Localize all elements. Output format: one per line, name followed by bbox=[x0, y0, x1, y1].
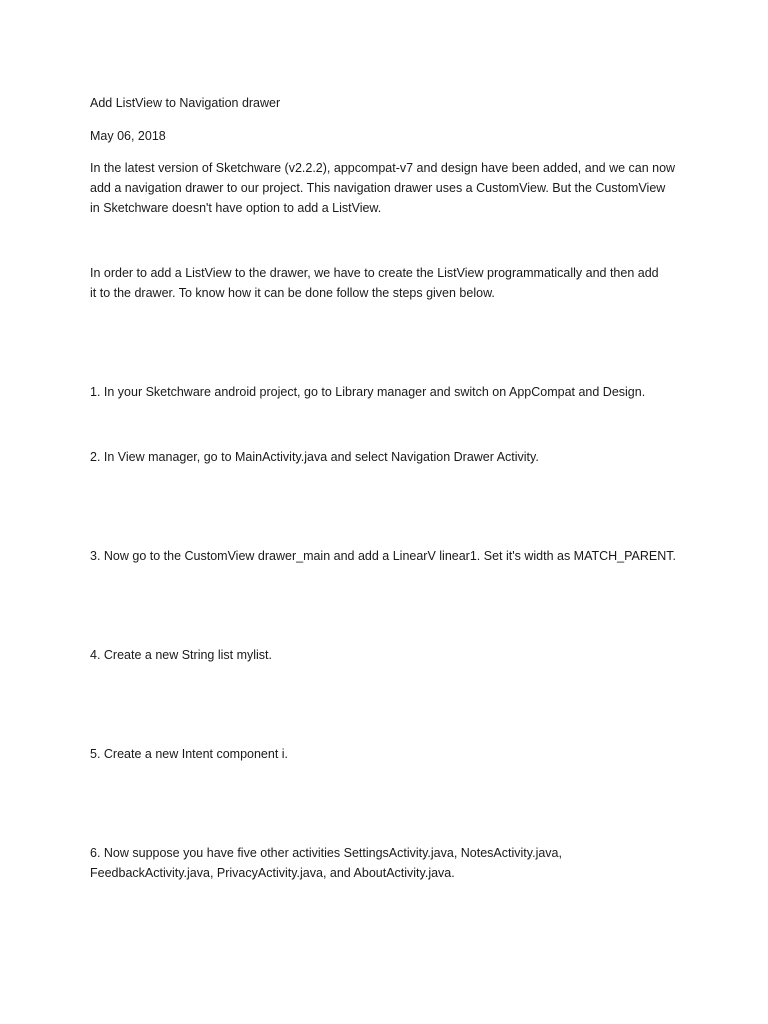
step-6 bbox=[90, 843, 690, 883]
paragraph-line: In order to add a ListView to the drawer, we have to create the ListView programmatically and then add bbox=[90, 266, 659, 280]
document-title: Add ListView to Navigation drawer bbox=[90, 96, 281, 110]
step-4: 4. Create a new String list mylist. bbox=[90, 648, 273, 662]
paragraph-line: it to the drawer. To know how it can be done follow the steps given below. bbox=[90, 286, 495, 300]
intro-paragraph bbox=[90, 158, 690, 218]
second-paragraph bbox=[90, 263, 690, 303]
step-6-line: FeedbackActivity.java, PrivacyActivity.java, and AboutActivity.java. bbox=[90, 866, 455, 880]
intro-line: In the latest version of Sketchware (v2.2.2), appcompat-v7 and design have been added, and we can now bbox=[90, 161, 676, 175]
document-date: May 06, 2018 bbox=[90, 129, 166, 143]
intro-line: in Sketchware doesn't have option to add a ListView. bbox=[90, 201, 382, 215]
intro-line: add a navigation drawer to our project. This navigation drawer uses a CustomView. But the CustomView bbox=[90, 181, 666, 195]
step-2: 2. In View manager, go to MainActivity.java and select Navigation Drawer Activity. bbox=[90, 450, 539, 464]
step-3: 3. Now go to the CustomView drawer_main and add a LinearV linear1. Set it's width as MATCH_PARENT. bbox=[90, 549, 676, 563]
step-1: 1. In your Sketchware android project, go to Library manager and switch on AppCompat and Design. bbox=[90, 385, 646, 399]
step-6-line: 6. Now suppose you have five other activities SettingsActivity.java, NotesActivity.java, bbox=[90, 846, 562, 860]
step-5: 5. Create a new Intent component i. bbox=[90, 747, 289, 761]
